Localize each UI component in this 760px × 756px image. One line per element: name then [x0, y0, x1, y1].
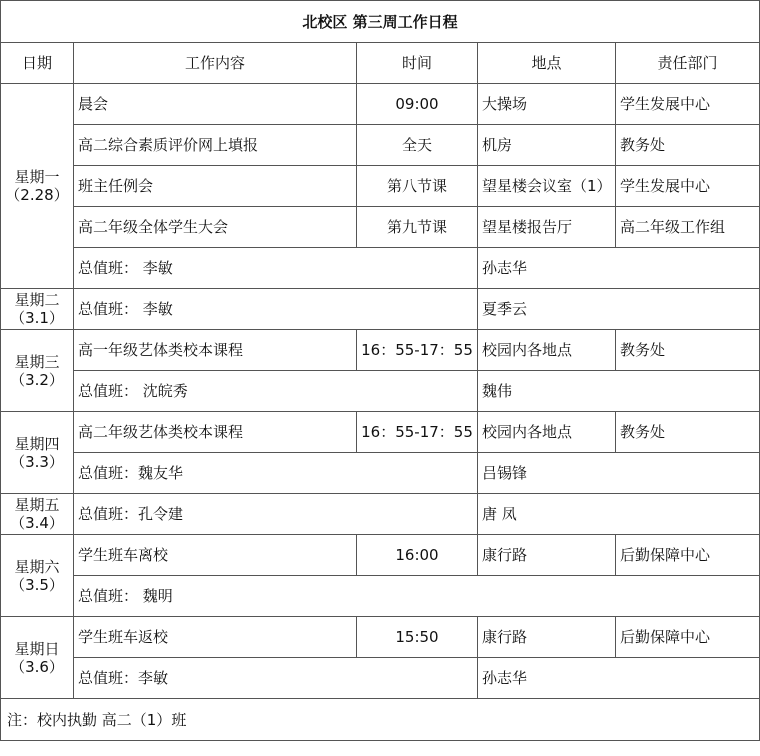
day-name: 星期四	[14, 434, 60, 453]
header-time: 时间	[357, 43, 478, 84]
duty-label: 总值班： 沈皖秀	[74, 371, 478, 412]
event-dept: 后勤保障中心	[616, 617, 760, 658]
duty-second: 夏季云	[478, 289, 760, 330]
event-dept: 教务处	[616, 125, 760, 166]
duty-label: 总值班： 李敏	[74, 289, 478, 330]
schedule-note: 注：校内执勤 高二（1）班	[1, 699, 760, 741]
duty-second: 孙志华	[478, 248, 760, 289]
event-dept: 学生发展中心	[616, 166, 760, 207]
duty-second: 孙志华	[478, 658, 760, 699]
day-name: 星期一	[14, 168, 60, 186]
event-place: 望星楼会议室（1）	[478, 166, 616, 207]
date-cell-sunday	[1, 617, 74, 699]
event-place: 机房	[478, 125, 616, 166]
event-content: 学生班车离校	[74, 535, 357, 576]
event-content: 高二年级全体学生大会	[74, 207, 357, 248]
event-place: 望星楼报告厅	[478, 207, 616, 248]
event-time: 15:50	[357, 617, 478, 658]
day-date: （3.6）	[10, 657, 64, 676]
day-name: 星期三	[14, 352, 60, 371]
event-dept: 学生发展中心	[616, 84, 760, 125]
duty-second: 唐 凤	[478, 494, 760, 535]
event-time: 第九节课	[357, 207, 478, 248]
duty-second: 吕锡锋	[478, 453, 760, 494]
event-content: 晨会	[74, 84, 357, 125]
day-date: （3.3）	[10, 452, 64, 471]
event-place: 康行路	[478, 617, 616, 658]
day-name: 星期二	[14, 291, 60, 309]
duty-label: 总值班： 魏明	[74, 576, 760, 617]
header-content: 工作内容	[74, 43, 357, 84]
date-cell-monday	[1, 84, 74, 289]
event-content: 高一年级艺体类校本课程	[74, 330, 357, 371]
day-name: 星期五	[14, 496, 60, 514]
schedule-title: 北校区 第三周工作日程	[1, 1, 760, 43]
date-cell-tuesday	[1, 289, 74, 330]
event-time: 全天	[357, 125, 478, 166]
event-place: 大操场	[478, 84, 616, 125]
event-content: 学生班车返校	[74, 617, 357, 658]
event-time: 16：55-17：55	[357, 330, 478, 371]
duty-label: 总值班：魏友华	[74, 453, 478, 494]
event-content: 高二年级艺体类校本课程	[74, 412, 357, 453]
duty-label: 总值班： 李敏	[74, 248, 478, 289]
event-place: 校园内各地点	[478, 412, 616, 453]
day-date: （3.2）	[10, 370, 64, 389]
event-place: 康行路	[478, 535, 616, 576]
header-date: 日期	[1, 43, 74, 84]
event-dept: 高二年级工作组	[616, 207, 760, 248]
event-place: 校园内各地点	[478, 330, 616, 371]
day-name: 星期六	[14, 557, 60, 576]
header-place: 地点	[478, 43, 616, 84]
duty-label: 总值班：孔令建	[74, 494, 478, 535]
day-name: 星期日	[14, 639, 60, 658]
event-content: 高二综合素质评价网上填报	[74, 125, 357, 166]
day-date: （3.1）	[10, 309, 64, 327]
duty-label: 总值班：李敏	[74, 658, 478, 699]
event-time: 16:00	[357, 535, 478, 576]
event-content: 班主任例会	[74, 166, 357, 207]
day-date: （2.28）	[5, 186, 69, 204]
date-cell-friday	[1, 494, 74, 535]
event-time: 第八节课	[357, 166, 478, 207]
date-cell-wednesday	[1, 330, 74, 412]
day-date: （3.4）	[10, 514, 64, 532]
day-date: （3.5）	[10, 575, 64, 594]
header-dept: 责任部门	[616, 43, 760, 84]
event-dept: 教务处	[616, 330, 760, 371]
event-time: 16：55-17：55	[357, 412, 478, 453]
event-dept: 后勤保障中心	[616, 535, 760, 576]
duty-second: 魏伟	[478, 371, 760, 412]
date-cell-saturday	[1, 535, 74, 617]
event-dept: 教务处	[616, 412, 760, 453]
date-cell-thursday	[1, 412, 74, 494]
event-time: 09:00	[357, 84, 478, 125]
